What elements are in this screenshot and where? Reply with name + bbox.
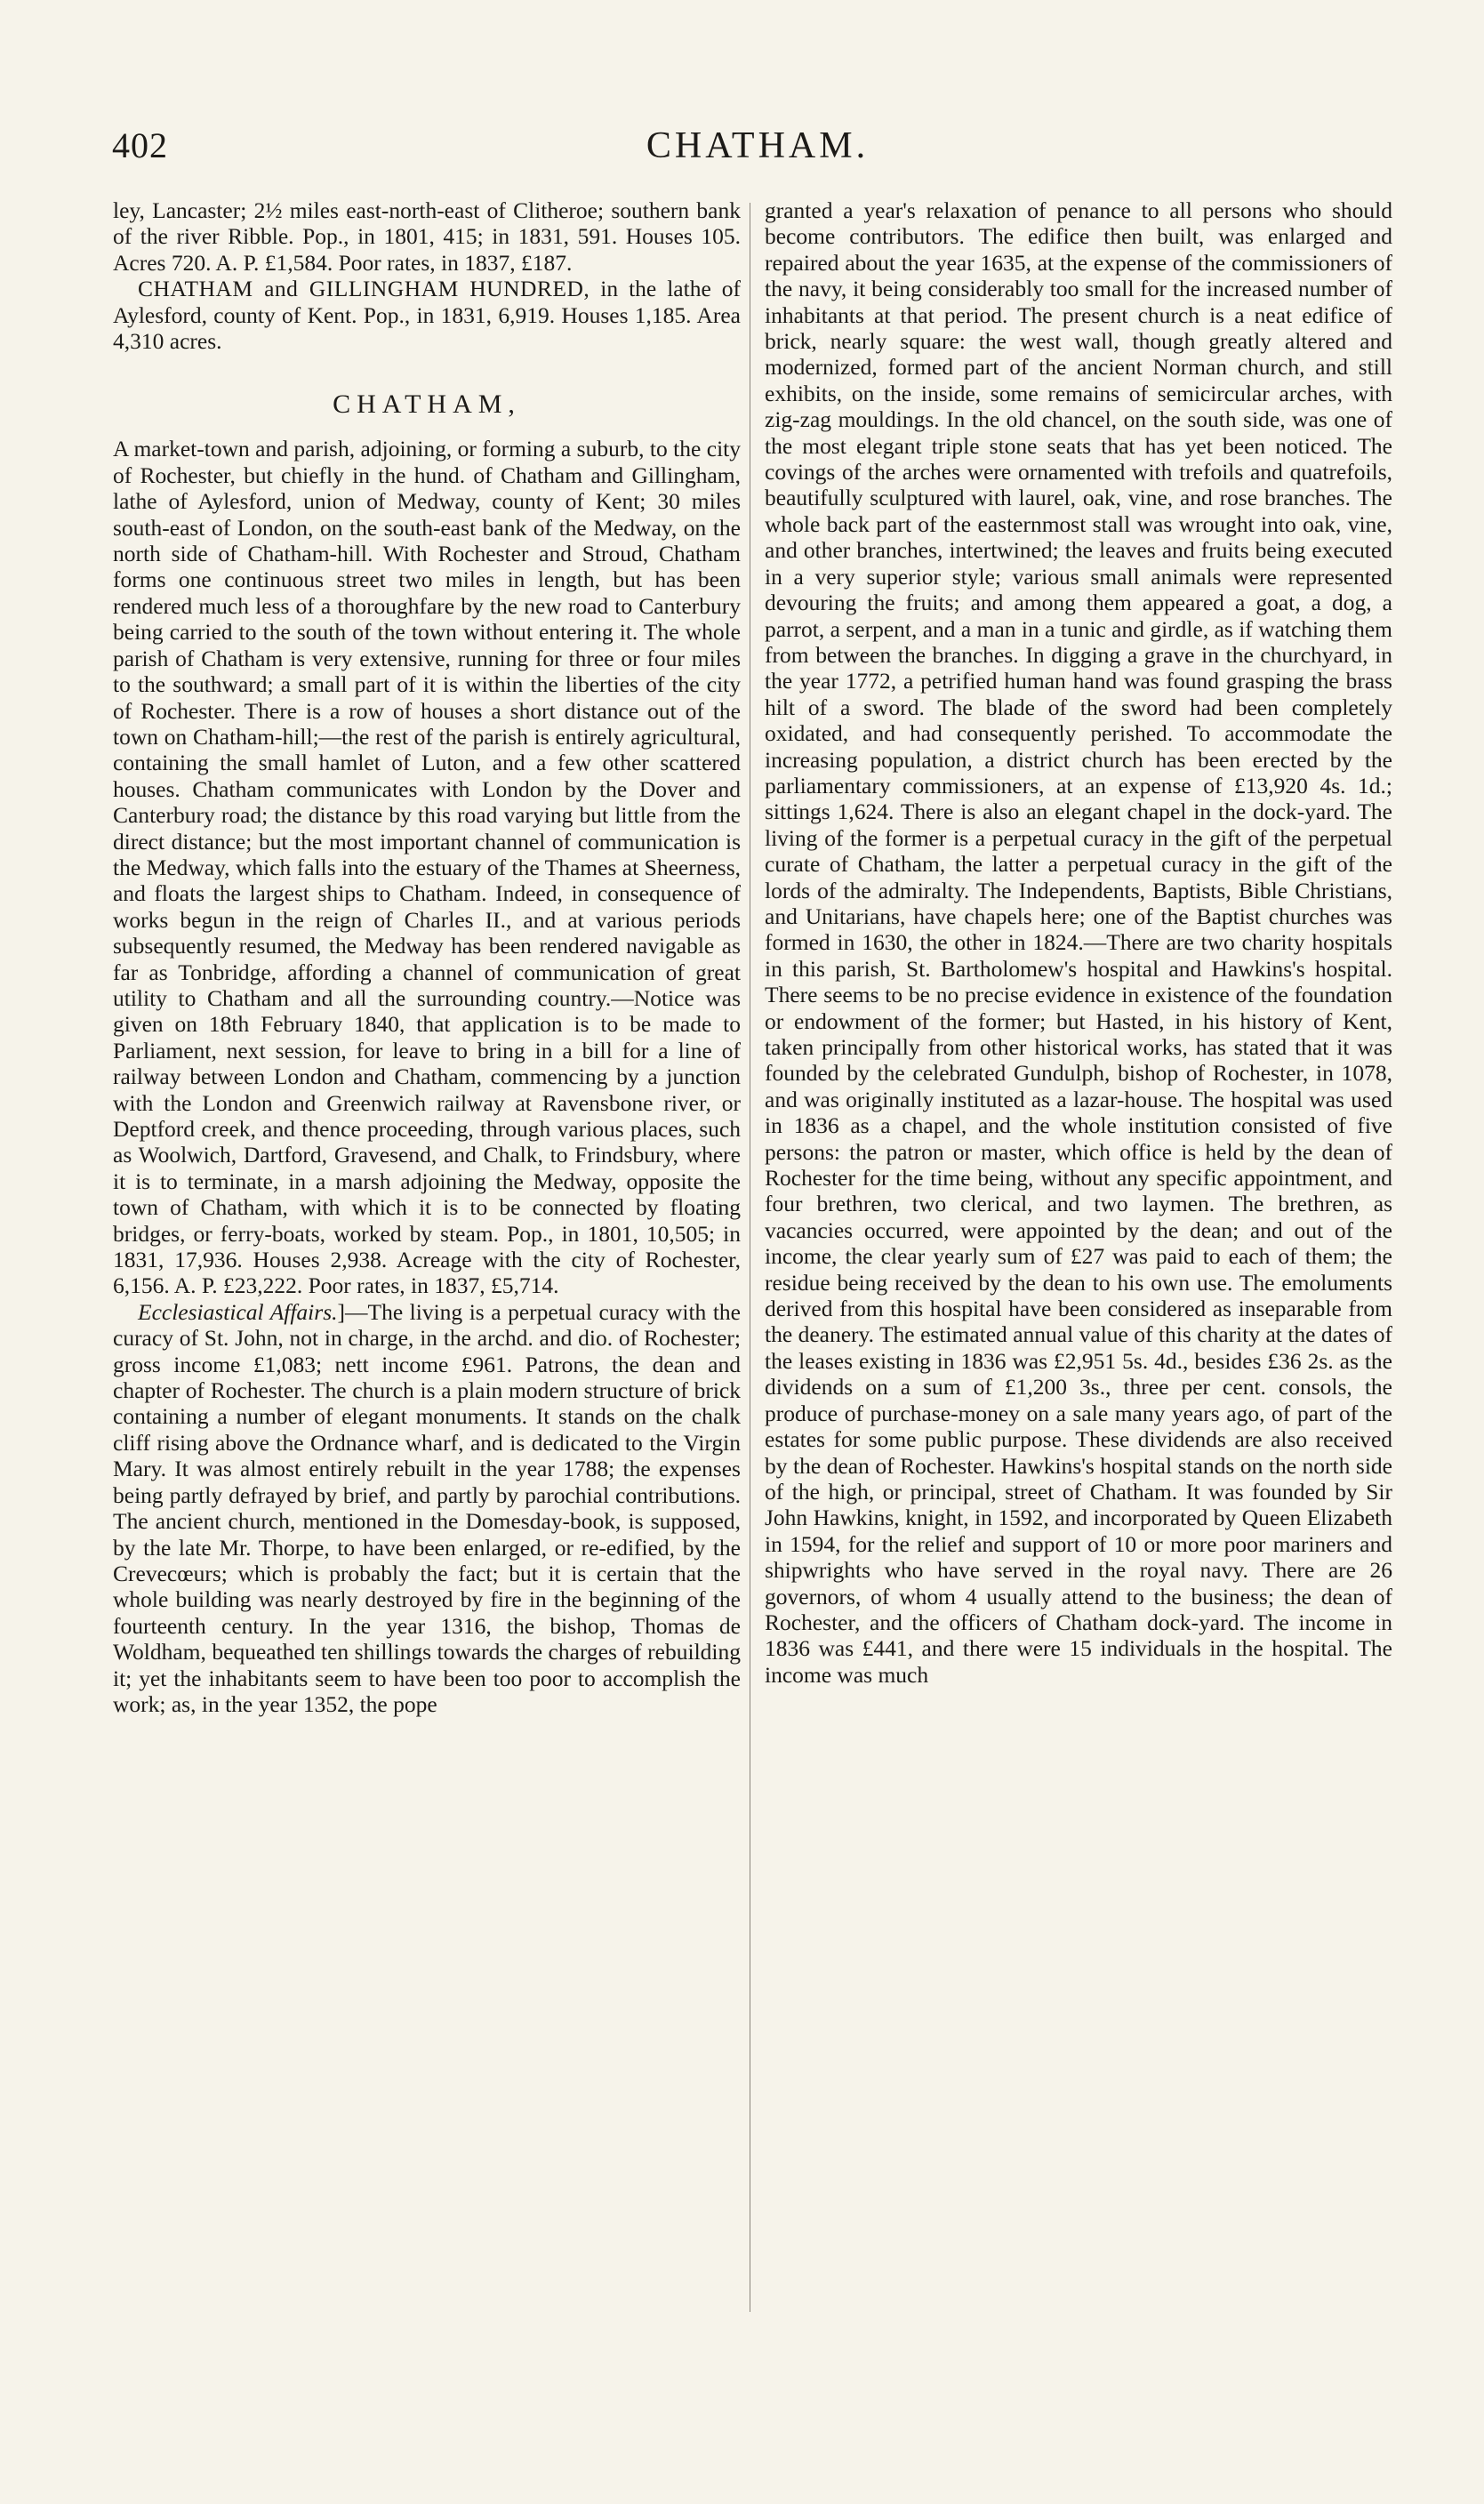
ecclesiastical-text: ]—The living is a perpetual curacy with the curacy of St. John, not in charge, in the archd. and dio. of Rochester; gross income £1,083; nett income £961. Patrons, the dean and chapter of Rochester. The church is a plain modern structure of brick containing a number of elegant monuments. It stands on the chalk cliff rising above the Ordnance wharf, and is dedicated to the Virgin Mary. It was almost entirely rebuilt in the year 1788; the expenses being partly defrayed by brief, and partly by parochial contributions. The ancient church, mentioned in the Domesday-book, is supposed, by the late Mr. Thorpe, to have been enlarged, or re-edified, by the Crevecœurs; which is probably the fact; but it is certain that the whole building was nearly destroyed by fire in the beginning of the fourteenth century. In the year 1316, the bishop, Thomas de Woldham, bequeathed ten shillings towards the charges of rebuilding it; yet the inhabitants seem to have been too poor to accomplish the work; as, in the year 1352, the pope — [113, 1298, 741, 1717]
section-heading: CHATHAM, — [333, 389, 521, 420]
left-column — [113, 197, 741, 1717]
page-number: 402 — [112, 125, 168, 165]
right-column-text: granted a year's relaxation of penance to all persons who should become contributors. The edifice then built, was enlarged and repaired about the year 1635, at the expense of the commissioners of the navy, it being considerably too small for the increased number of inhabitants at that period. The present church is a neat edifice of brick, nearly square: the west wall, though greatly altered and modernized, formed part of the ancient Norman church, and still exhibits, on the inside, some remains of semicircular arches, with zig-zag mouldings. In the old chancel, on the south side, was one of the most elegant triple stone seats that has yet been noticed. The covings of the arches were ornamented with trefoils and quatrefoils, beautifully sculptured with laurel, oak, vine, and rose branches. The whole back part of the easternmost stall was wrought into oak, vine, and other branches, intertwined; the leaves and fruits being executed in a very superior style; various small animals were represented devouring the fruits; and among them appeared a goat, a dog, a parrot, a serpent, and a man in a tunic and girdle, as if watching them from between the branches. In digging a grave in the churchyard, in the year 1772, a petrified human hand was found grasping the brass hilt of a sword. The blade of the sword had been completely oxidated, and had consequently perished. To accommodate the increasing population, a district church has been erected by the parliamentary commissioners, at an expense of £13,920 4s. 1d.; sittings 1,624. There is also an elegant chapel in the dock-yard. The living of the former is a perpetual curacy in the gift of the perpetual curate of Chatham, the latter a perpetual curacy in the gift of the lords of the admiralty. The Independents, Baptists, Bible Christians, and Unitarians, have chapels here; one of the Baptist churches was formed in 1630, the other in 1824.—There are two charity hospitals in this parish, St. Bartholomew's hospital and Hawkins's hospital. There seems to be no precise evidence in existence of the foundation or endowment of the former; but Hasted, in his history of Kent, taken principally from other historical works, has stated that it was founded by the celebrated Gundulph, bishop of Rochester, in 1078, and was originally instituted as a lazar-house. The hospital was used in 1836 as a chapel, and the whole institution consisted of five persons: the patron or master, which office is held by the dean of Rochester for the time being, without any specific appointment, and four brethren, two clerical, and two laymen. The brethren, as vacancies occurred, were appointed by the dean; and out of the income, the clear yearly sum of £27 was paid to each of them; the residue being received by the dean to his own use. The emoluments derived from this hospital have been considered as inseparable from the deanery. The estimated annual value of this charity at the dates of the leases existing in 1836 was £2,951 5s. 4d., besides £36 2s. as the dividends on a sum of £1,200 3s., three per cent. consols, the produce of purchase-money on a sale many years ago, of part of the estates for some public purpose. These dividends are also received by the dean of Rochester. Hawkins's hospital stands on the north side of the high, or principal, street of Chatham. It was founded by Sir John Hawkins, knight, in 1592, and incorporated by Queen Elizabeth in 1594, for the relief and support of 10 or more poor mariners and shipwrights who have served in the royal navy. There are 26 governors, of whom 4 usually attend to the business; the dean of Rochester, and the officers of Chatham dock-yard. The income in 1836 was £441, and there were 15 individuals in the hospital. The income was much — [765, 197, 1392, 1688]
ecclesiastical-paragraph — [113, 1299, 741, 1718]
page-header — [112, 124, 1403, 178]
ecclesiastical-label: Ecclesiastical Affairs. — [138, 1298, 338, 1325]
previous-entry-tail: ley, Lancaster; 2½ miles east-north-east of Clitheroe; southern bank of the river Ribble. Pop., in 1801, 415; in 1831, 591. Houses 105. Acres 720. A. P. £1,584. Poor rates, in 1837, £187. — [113, 197, 741, 276]
hundred-text: in the lathe of Aylesford, county of Kent. Pop., in 1831, 6,919. Houses 1,185. Area 4,310 acres. — [113, 276, 741, 355]
running-head: CHATHAM. — [646, 125, 870, 166]
hundred-name: CHATHAM and GILLINGHAM HUNDRED, — [138, 276, 590, 302]
hundred-entry — [113, 276, 741, 354]
right-column — [765, 197, 1392, 1688]
chatham-paragraph: A market-town and parish, adjoining, or forming a suburb, to the city of Rochester, but chiefly in the hund. of Chatham and Gillingham, lathe of Aylesford, union of Medway, county of Kent; 30 miles south-east of London, on the south-east bank of the Medway, on the north side of Chatham-hill. With Rochester and Stroud, Chatham forms one continuous street two miles in length, but has been rendered much less of a thoroughfare by the new road to Canterbury being carried to the south of the town without entering it. The whole parish of Chatham is very extensive, running for three or four miles to the southward; a small part of it is within the liberties of the city of Rochester. There is a row of houses a short distance out of the town on Chatham-hill;—the rest of the parish is entirely agricultural, containing the small hamlet of Luton, and a few other scattered houses. Chatham communicates with London by the Dover and Canterbury road; the distance by this road varying but little from the direct distance; but the most important channel of communication is the Medway, which falls into the estuary of the Thames at Sheerness, and floats the largest ships to Chatham. Indeed, in consequence of works begun in the reign of Charles II., and at various periods subsequently resumed, the Medway has been rendered navigable as far as Tonbridge, affording a channel of communication of great utility to Chatham and all the surrounding country.—Notice was given on 18th February 1840, that application is to be made to Parliament, next session, for leave to bring in a bill for a line of railway between London and Chatham, commencing by a junction with the London and Greenwich railway at Ravensbone river, or Deptford creek, and thence proceeding, through various places, such as Woolwich, Dartford, Gravesend, and Chalk, to Frindsbury, where it is to terminate, in a marsh adjoining the Medway, opposite the town of Chatham, with which it is to be connected by floating bridges, or ferry-boats, worked by steam. Pop., in 1801, 10,505; in 1831, 17,936. Houses 2,938. Acreage with the city of Rochester, 6,156. A. P. £23,222. Poor rates, in 1837, £5,714. — [113, 436, 741, 1299]
